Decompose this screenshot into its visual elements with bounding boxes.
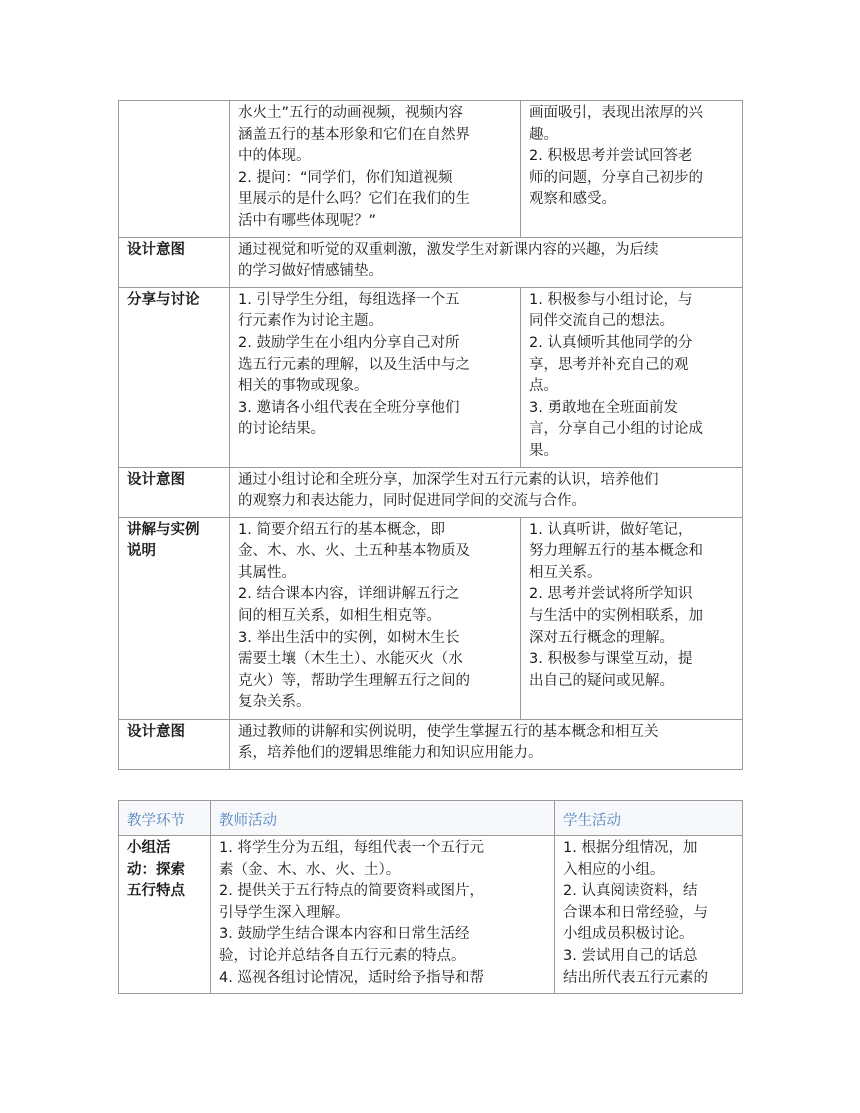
text-line: 3. 鼓励学生结合课本内容和日常生活经 — [219, 926, 470, 943]
text-line: 2. 提问：“同学们，你们知道视频 — [238, 169, 453, 186]
text-line: 观察和感受。 — [529, 191, 616, 208]
text-line: 活中有哪些体现呢？” — [238, 212, 377, 229]
lesson-plan-table — [118, 800, 743, 994]
text-line: 师的问题，分享自己初步的 — [529, 169, 703, 186]
text-line: 与生活中的实例相联系，加 — [529, 608, 703, 625]
text-line: 努力理解五行的基本概念和 — [529, 543, 703, 560]
text-line: 2. 鼓励学生在小组内分享自己对所 — [238, 334, 460, 351]
text-line: 同伴交流自己的想法。 — [529, 313, 674, 330]
text-line: 1. 积极参与小组讨论，与 — [529, 291, 693, 308]
text-line: 结出所代表五行元素的 — [563, 969, 708, 986]
teacher-activity-cell — [230, 287, 521, 467]
text-line: 画面吸引，表现出浓厚的兴 — [529, 105, 703, 121]
stage-cell — [119, 101, 230, 238]
text-line: 1. 引导学生分组，每组选择一个五 — [238, 291, 460, 308]
header-student-activity: 学生活动 — [555, 801, 743, 836]
text-line: 入相应的小组。 — [563, 861, 665, 878]
student-activity-cell — [521, 517, 743, 719]
text-line: 五行特点 — [127, 883, 185, 900]
table-header-row — [119, 801, 743, 836]
text-line: 中的体现。 — [238, 148, 311, 165]
table-row — [119, 719, 743, 769]
header-stage: 教学环节 — [119, 801, 211, 836]
design-intent-cell — [230, 237, 743, 287]
stage-label — [119, 517, 230, 719]
text-line: 复杂关系。 — [238, 694, 311, 711]
text-line: 选五行元素的理解，以及生活中与之 — [238, 356, 470, 373]
text-line: 2. 结合课本内容，详细讲解五行之 — [238, 586, 460, 603]
text-line: 1. 根据分组情况，加 — [563, 840, 698, 856]
text-line: 果。 — [529, 442, 558, 459]
text-line: 出自己的疑问或见解。 — [529, 672, 674, 689]
text-line: 通过小组讨论和全班分享，加深学生对五行元素的认识，培养他们 — [238, 471, 659, 488]
text-line: 金、木、水、火、土五种基本物质及 — [238, 543, 470, 560]
table-row — [119, 287, 743, 467]
teacher-activity-cell — [211, 836, 555, 994]
text-line: 的观察力和表达能力，同时促进同学间的交流与合作。 — [238, 493, 586, 510]
text-line: 4. 巡视各组讨论情况，适时给予指导和帮 — [219, 969, 484, 986]
table-row — [119, 836, 743, 994]
text-line: 其属性。 — [238, 564, 296, 581]
text-line: 系，培养他们的逻辑思维能力和知识应用能力。 — [238, 745, 543, 762]
table-row — [119, 467, 743, 517]
text-line: 克火）等，帮助学生理解五行之间的 — [238, 672, 470, 689]
text-line: 趣。 — [529, 126, 558, 143]
text-line: 引导学生深入理解。 — [219, 904, 350, 921]
text-line: 3. 勇敢地在全班面前发 — [529, 399, 678, 416]
table-row — [119, 101, 743, 238]
text-line: 3. 邀请各小组代表在全班分享他们 — [238, 399, 460, 416]
text-line: 水火土”五行的动画视频，视频内容 — [238, 105, 464, 121]
text-line: 动：探索 — [127, 861, 185, 878]
text-line: 1. 简要介绍五行的基本概念，即 — [238, 521, 445, 538]
text-line: 2. 积极思考并尝试回答老 — [529, 148, 693, 165]
text-line: 需要土壤（木生土）、水能灭火（水 — [238, 651, 463, 668]
text-line: 间的相互关系，如相生相克等。 — [238, 608, 441, 625]
stage-label — [119, 836, 211, 994]
text-line: 3. 积极参与课堂互动，提 — [529, 651, 693, 668]
design-intent-label: 设计意图 — [119, 467, 230, 517]
stage-label: 分享与讨论 — [119, 287, 230, 467]
header-teacher-activity: 教师活动 — [211, 801, 555, 836]
text-line: 2. 提供关于五行特点的简要资料或图片， — [219, 883, 484, 900]
text-line: 的学习做好情感铺垫。 — [238, 263, 383, 280]
teacher-activity-cell — [230, 101, 521, 238]
text-line: 言，分享自己小组的讨论成 — [529, 421, 703, 438]
table-row — [119, 237, 743, 287]
text-line: 小组成员积极讨论。 — [563, 926, 694, 943]
text-line: 3. 举出生活中的实例，如树木生长 — [238, 629, 460, 646]
design-intent-label: 设计意图 — [119, 719, 230, 769]
text-line: 1. 将学生分为五组，每组代表一个五行元 — [219, 840, 484, 856]
text-line: 深对五行概念的理解。 — [529, 629, 674, 646]
student-activity-cell — [555, 836, 743, 994]
text-line: 1. 认真听讲，做好笔记， — [529, 521, 693, 538]
text-line: 通过视觉和听觉的双重刺激，激发学生对新课内容的兴趣，为后续 — [238, 241, 659, 258]
text-line: 相互关系。 — [529, 564, 602, 581]
table-row — [119, 517, 743, 719]
text-line: 涵盖五行的基本形象和它们在自然界 — [238, 126, 470, 143]
text-line: 相关的事物或现象。 — [238, 378, 369, 395]
text-line: 2. 认真阅读资料，结 — [563, 883, 698, 900]
student-activity-cell — [521, 287, 743, 467]
text-line: 里展示的是什么吗？它们在我们的生 — [238, 191, 470, 208]
student-activity-cell — [521, 101, 743, 238]
text-line: 享，思考并补充自己的观 — [529, 356, 689, 373]
design-intent-cell — [230, 467, 743, 517]
design-intent-label: 设计意图 — [119, 237, 230, 287]
text-line: 2. 认真倾听其他同学的分 — [529, 334, 693, 351]
text-line: 点。 — [529, 378, 558, 395]
text-line: 验，讨论并总结各自五行元素的特点。 — [219, 947, 466, 964]
text-line: 的讨论结果。 — [238, 421, 325, 438]
text-line: 素（金、木、水、火、土）。 — [219, 861, 401, 878]
lesson-plan-table-continued — [118, 100, 743, 770]
teacher-activity-cell — [230, 517, 521, 719]
design-intent-cell — [230, 719, 743, 769]
text-line: 行元素作为讨论主题。 — [238, 313, 383, 330]
text-line: 合课本和日常经验，与 — [563, 904, 708, 921]
text-line: 小组活 — [127, 840, 171, 856]
text-line: 讲解与实例 — [127, 521, 200, 538]
text-line: 说明 — [127, 543, 156, 560]
text-line: 2. 思考并尝试将所学知识 — [529, 586, 693, 603]
text-line: 通过教师的讲解和实例说明，使学生掌握五行的基本概念和相互关 — [238, 723, 659, 740]
text-line: 3. 尝试用自己的话总 — [563, 947, 698, 964]
